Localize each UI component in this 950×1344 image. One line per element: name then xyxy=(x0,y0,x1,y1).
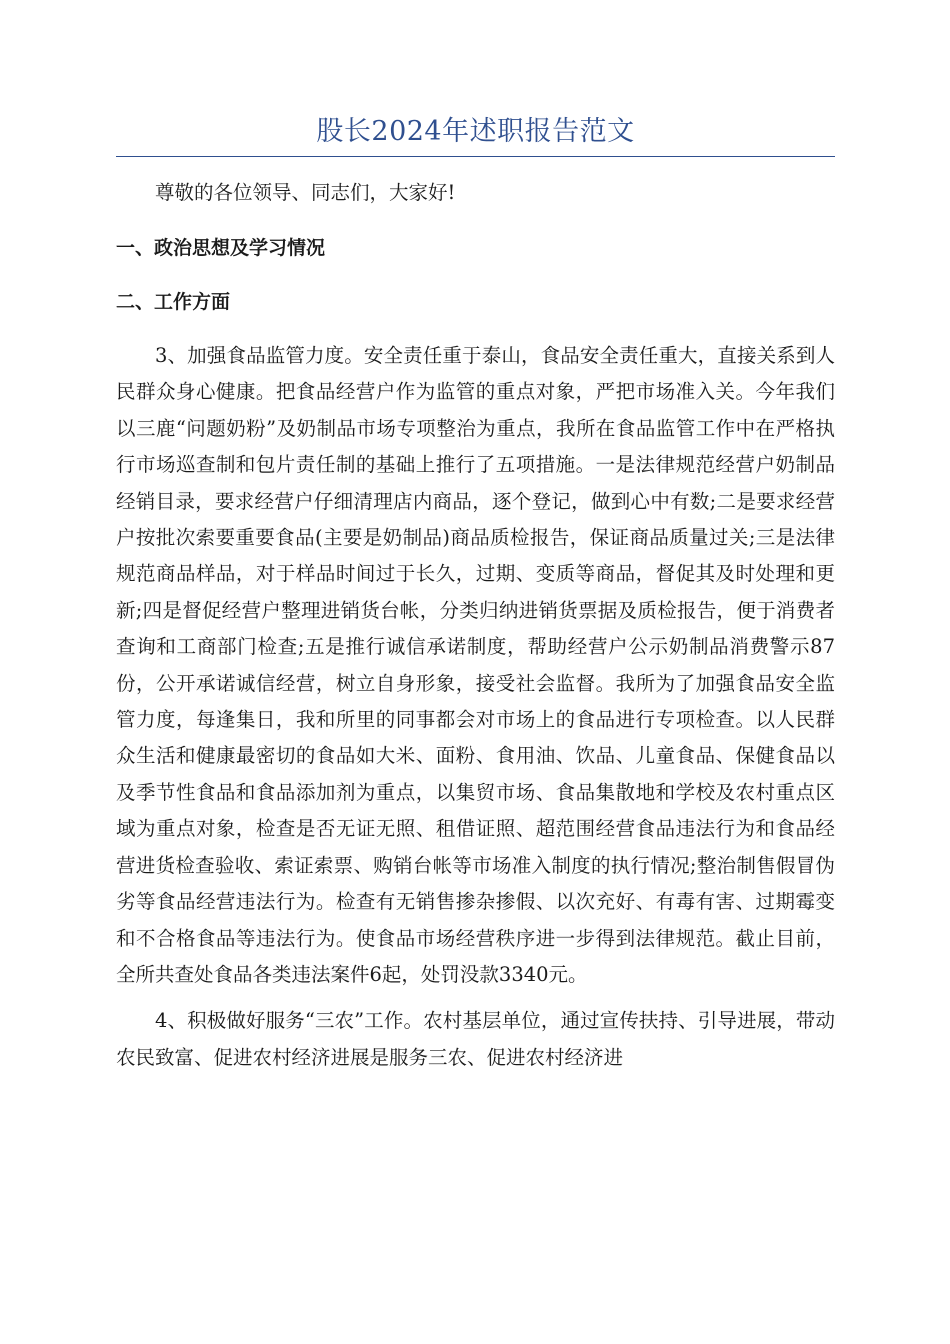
title-underline xyxy=(116,156,835,157)
section-heading-work: 二、工作方面 xyxy=(116,291,231,313)
section-heading-politics: 一、政治思想及学习情况 xyxy=(116,237,326,259)
paragraph-three-rural: 4、积极做好服务“三农”工作。农村基层单位，通过宣传扶持、引导进展，带动农民致富、促进农村经济进展是服务三农、促进农村经济进 xyxy=(116,1009,835,1069)
document-page xyxy=(116,112,835,1086)
document-title: 股长2024年述职报告范文 xyxy=(316,116,635,147)
greeting-line: 尊敬的各位领导、同志们，大家好! xyxy=(155,181,456,204)
paragraph-food-supervision: 3、加强食品监管力度。安全责任重于泰山，食品安全责任重大，直接关系到人民群众身心健康。把食品经营户作为监管的重点对象，严把市场准入关。今年我们以三鹿“问题奶粉”及奶制品市场专项整治为重点，我所在食品监管工作中在严格执行市场巡查制和包片责任制的基础上推行了五项措施。一是法律规范经营户奶制品经销目录，要求经营户仔细清理店内商品，逐个登记，做到心中有数;二是要求经营户按批次索要重要食品(主要是奶制品)商品质检报告，保证商品质量过关;三是法律规范商品样品，对于样品时间过于长久，过期、变质等商品，督促其及时处理和更新;四是督促经营户整理进销货台帐，分类归纳进销货票据及质检报告，便于消费者查询和工商部门检查;五是推行诚信承诺制度，帮助经营户公示奶制品消费警示87份，公开承诺诚信经营，树立自身形象，接受社会监督。我所为了加强食品安全监管力度，每逢集日，我和所里的同事都会对市场上的食品进行专项检查。以人民群众生活和健康最密切的食品如大米、面粉、食用油、饮品、儿童食品、保健食品以及季节性食品和食品添加剂为重点，以集贸市场、食品集散地和学校及农村重点区域为重点对象，检查是否无证无照、租借证照、超范围经营食品违法行为和食品经营进货检查验收、索证索票、购销台帐等市场准入制度的执行情况;整治制售假冒伪劣等食品经营违法行为。检查有无销售掺杂掺假、以次充好、有毒有害、过期霉变和不合格食品等违法行为。使食品市场经营秩序进一步得到法律规范。截止目前，全所共查处食品各类违法案件6起，处罚没款3340元。 xyxy=(116,344,835,986)
